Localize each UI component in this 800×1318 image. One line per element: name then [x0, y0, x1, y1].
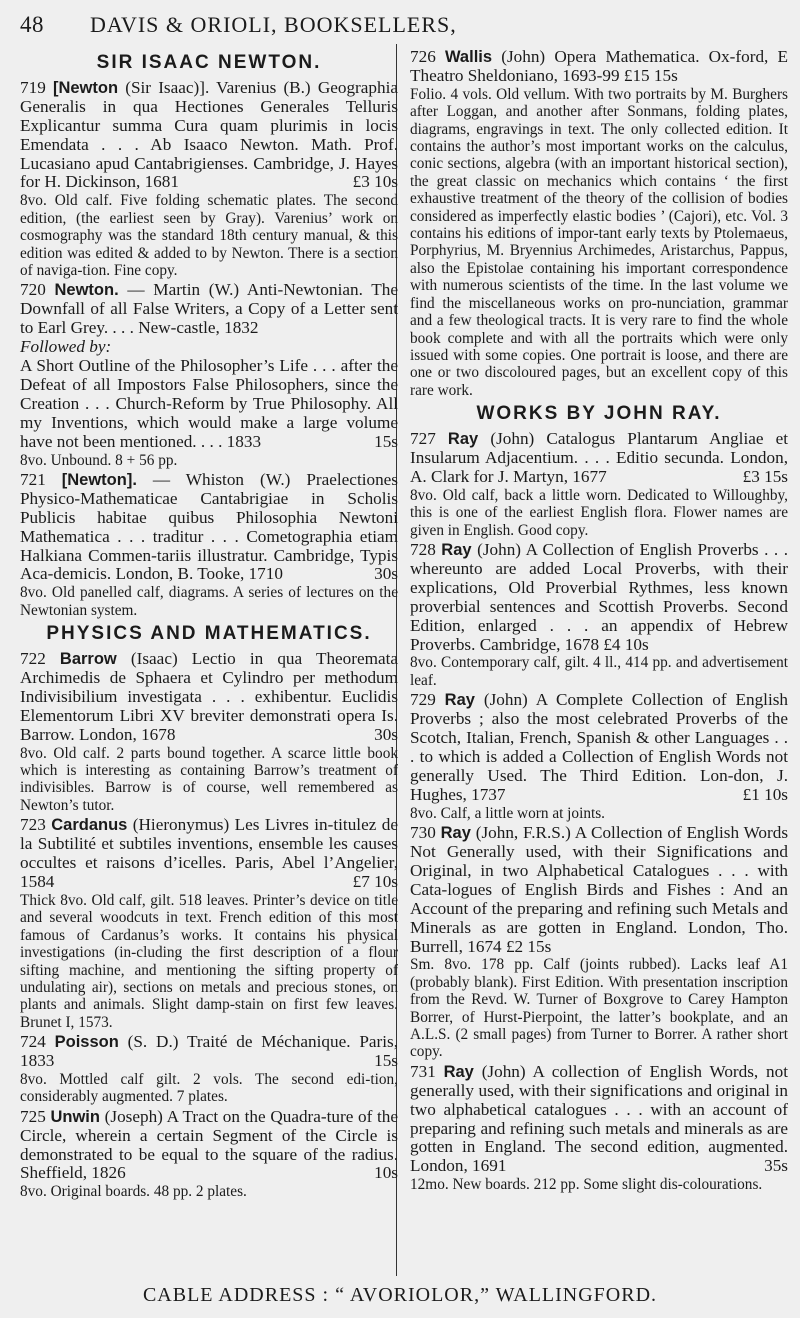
entry-author: Ray — [444, 691, 475, 710]
entry-721 — [20, 471, 398, 619]
entry-728 — [410, 541, 788, 689]
entry-number: 719 — [20, 77, 46, 97]
entry-title: (John) A Complete Collection of English Proverbs ; also the most celebrated Proverbs of the Scotch, Italian, French, Spanish & other Languages . . . to which is added a Collection of English Words not generally Used. The Third Edition. Lon-don, J. Hughes, 1737 — [410, 690, 788, 804]
entry-note: 8vo. Contemporary calf, gilt. 4 ll., 414 pp. and advertisement leaf. — [410, 654, 788, 689]
entry-number: 730 — [410, 823, 436, 843]
entry-731 — [410, 1063, 788, 1194]
entry-723 — [20, 816, 398, 1031]
entry-number: 720 — [20, 280, 46, 300]
section-title-ray: WORKS BY JOHN RAY. — [476, 403, 722, 425]
entry-price: 15s — [374, 1051, 398, 1071]
entry-author: Barrow — [59, 650, 117, 669]
entry-title: (John) Opera Mathematica. Ox-ford, E Theatro Sheldoniano, 1693-99 £15 15s — [410, 47, 789, 85]
entry-price: £3 10s — [352, 172, 398, 192]
entry-author: [Newton]. — [61, 470, 137, 489]
entry-price: 30s — [374, 724, 398, 744]
entry-price: 10s — [374, 1163, 398, 1183]
entry-author: Unwin — [50, 1107, 100, 1126]
entry-note: 8vo. Old calf. 2 parts bound together. A scarce little book which is interesting as containing Barrow’s treatment of indivisibles. Barrow is of course, well remembered as Newton’s tutor. — [20, 744, 398, 814]
entry-726 — [410, 48, 788, 399]
entry-note: Sm. 8vo. 178 pp. Calf (joints rubbed). Lacks leaf A1 (probably blank). First Edition. With presentation inscription from the Revd. W. Turner of Boxgrove to Carey Hampton Borrer, of Hurst-Pierpoint, the latter’s bookplate, and an A.L.S. (2 small pages) from Turner to Borrer. A rather short copy. — [410, 956, 788, 1061]
entry-note: 8vo. Old calf, back a little worn. Dedicated to Willoughby, this is one of the earliest English flora. Flower names are given in English. Good copy. — [410, 486, 788, 539]
entry-price: £7 10s — [352, 871, 398, 891]
section-title-physics: PHYSICS AND MATHEMATICS. — [46, 623, 372, 645]
entry-number: 723 — [20, 815, 46, 835]
entry-number: 726 — [410, 47, 436, 66]
entry-title: (Sir Isaac)]. Varenius (B.) Geographia Generalis in qua Hectiones Generales Telluris Explicantur summa Cura quam plurimis in locis Emendata . . . Ab Isaaco Newton. Math. Prof. Lucasiano apud Cantabrigienses. Cambridge, J. Hayes for H. Dickinson, 1681 — [20, 77, 399, 192]
entry-number: 727 — [410, 429, 436, 449]
entry-number: 728 — [410, 539, 436, 559]
entry-title: (Isaac) Lectio in qua Theoremata Archimedis de Sphaera et Cylindro per methodum Indivisibilium investigata . . . exhibentur. Euclidis Elementorum Libri XV breviter demonstrati opera Is. Barrow. London, 1678 — [20, 649, 399, 744]
entry-price: 30s — [374, 564, 398, 584]
entry-number: 721 — [20, 469, 46, 489]
entry-note: 8vo. Original boards. 48 pp. 2 plates. — [20, 1183, 247, 1201]
entry-724 — [20, 1033, 398, 1106]
entry-author: [Newton — [52, 78, 119, 97]
entry-title: (John) A collection of English Words, not generally used, with their significations and original in two alphabetical catalogues . . . with an account of preparing and refining such metals and minerals as are gotten in England. The second edition, augmented. London, 1691 — [410, 1061, 788, 1176]
entry-730 — [410, 824, 788, 1061]
entry-title: (Joseph) A Tract on the Quadra-ture of the Circle, wherein a certain Segment of the Circle is demonstrated to be equal to the square of the radius. Sheffield, 1826 — [20, 1106, 399, 1183]
entry-followed-by: Followed by: — [20, 337, 112, 357]
entry-note: Folio. 4 vols. Old vellum. With two portraits by M. Burghers after Loggan, and another after Sonmans, folding plates, diagrams, engravings in text. The only collected edition. It contains the author’s most important works on the calculus, conic sections, algebra (with an important historical section), the great classic on mechanics which contains ‘ the first exhaustive treatment of the theory of the collision of bodies considered as imperfectly elastic bodies ’ (Cajori), etc. Vol. 3 contains his editions of impor-tant early texts by Ptolemaeus, Porphyrius, M. Bryennius Archimedes, Aristarchus, Pappus, also the Epistolae containing his important correspondence with numerous scientists of the time. In the last volume we find the miscellaneous works on pro-nunciation, grammar and a few theological tracts. It is very rare to find the whole book complete and with all the portraits which were only issued with some copies. One portrait is loose, and there are one or two discoloured pages, but an excellent copy of this rare work. — [410, 85, 788, 399]
entry-number: 731 — [410, 1061, 436, 1081]
entry-722 — [20, 650, 398, 814]
entry-note: 8vo. Old panelled calf, diagrams. A series of lectures on the Newtonian system. — [20, 584, 398, 619]
entry-title: (John) Catalogus Plantarum Angliae et Insularum Adjacentium. . . . Editio secunda. London, A. Clark for J. Martyn, 1677 — [410, 429, 789, 486]
entry-author: Ray — [447, 430, 479, 449]
entry-author: Cardanus — [51, 816, 128, 835]
page-footer: CABLE ADDRESS : “ AVORIOLOR,” WALLINGFORD. — [142, 1284, 658, 1306]
entry-price: £3 15s — [742, 466, 788, 486]
entry-note: 8vo. Mottled calf gilt. 2 vols. The second edi-tion, considerably augmented. 7 plates. — [20, 1070, 398, 1106]
entry-price: £1 10s — [742, 784, 788, 804]
entry-price: 15s — [374, 431, 398, 451]
entry-number: 729 — [410, 690, 436, 710]
entry-720 — [20, 281, 398, 469]
entry-author: Ray — [443, 1062, 474, 1081]
entry-719 — [20, 79, 398, 279]
entry-author: Ray — [441, 540, 472, 559]
entry-title: (S. D.) Traité de Méchanique. Paris, 1833 — [20, 1032, 399, 1071]
entry-author: Wallis — [444, 48, 493, 66]
entry-727 — [410, 430, 788, 539]
entry-note: 8vo. Calf, a little worn at joints. — [410, 804, 606, 822]
entry-note: Thick 8vo. Old calf, gilt. 518 leaves. Printer’s device on title and several woodcuts in text. French edition of this most famous of Cardanus’s works. It contains his physical investigations (in-cluding the first description of a flour sifting machine, and mentioning the sifting property of undulating air), sections on metals and precious stones, on plants and animals. Slight damp-stain on first few leaves. Brunet I, 1573. — [20, 891, 398, 1031]
running-head: DAVIS & ORIOLI, BOOKSELLERS, — [90, 12, 457, 37]
entry-author: Ray — [440, 824, 471, 843]
entry-price: 35s — [764, 1156, 788, 1176]
page-header — [0, 4, 800, 44]
page-number: 48 — [20, 12, 44, 37]
entry-note: 8vo. Old calf. Five folding schematic plates. The second edition, (the earliest seen by Gray). Varenius’ work on cosmography was the standard 18th century manual, & this edition was edited & added to by Newton. There is a section of naviga-tion. Fine copy. — [20, 192, 398, 279]
entry-title: — Whiston (W.) Praelectiones Physico-Mathematicae Cantabrigiae in Scholis Publicis habitae quibus Philosophia Newtoni Mathematica . . . traditur . . . Cometographia etiam Halkiana Commen-tariis illustratur. Cambridge, Typis Aca-demicis. London, B. Tooke, 1710 — [20, 469, 398, 584]
entry-title: (John, F.R.S.) A Collection of English Words Not Generally used, with their Significations and Original, in two Alphabetical Catalogues . . . with Cata-logues of English Birds and Fishes : And an Account of the preparing and refining such Metals and Minerals as are gotten in England. London, Tho. Burrell, 1674 £2 15s — [410, 823, 789, 956]
entry-729 — [410, 691, 788, 822]
left-column — [20, 48, 398, 1203]
entry-title-continued: A Short Outline of the Philosopher’s Life . . . after the Defeat of all Impostors False Philosophers, since the Creation . . . Church-Reform by True Philosophy. All my Inventions, which would make a large volume have not been mentioned. . . . 1833 — [20, 356, 398, 451]
entry-title: (John) A Collection of English Proverbs . . . whereunto are added Local Proverbs, with their explications, Old Proverbial Rythmes, less known proverbial sentences and Scottish Proverbs. Second Edition, enlarged . . . an appendix of Hebrew Proverbs. Cambridge, 1678 £4 10s — [410, 539, 789, 654]
section-title-newton: SIR ISAAC NEWTON. — [96, 52, 322, 73]
entry-725 — [20, 1108, 398, 1201]
entry-title: — Martin (W.) Anti-Newtonian. The Downfall of all False Writers, a Copy of a Letter sent to Earl Grey. . . . New-castle, 1832 — [20, 280, 399, 338]
entry-title: (Hieronymus) Les Livres in-titulez de la Subtilité et subtiles inventions, ensemble les causes occultes et raisons d’icelles. Paris, Abel l’Angelier, 1584 — [20, 815, 398, 891]
entry-number: 722 — [20, 649, 46, 669]
entry-author: Newton. — [54, 281, 119, 300]
entry-author: Poisson — [54, 1033, 119, 1052]
entry-note: 8vo. Unbound. 8 + 56 pp. — [20, 451, 178, 469]
entry-number: 725 — [20, 1106, 46, 1126]
right-column — [410, 48, 788, 1196]
entry-note: 12mo. New boards. 212 pp. Some slight dis-colourations. — [410, 1176, 763, 1194]
entry-number: 724 — [20, 1032, 46, 1052]
